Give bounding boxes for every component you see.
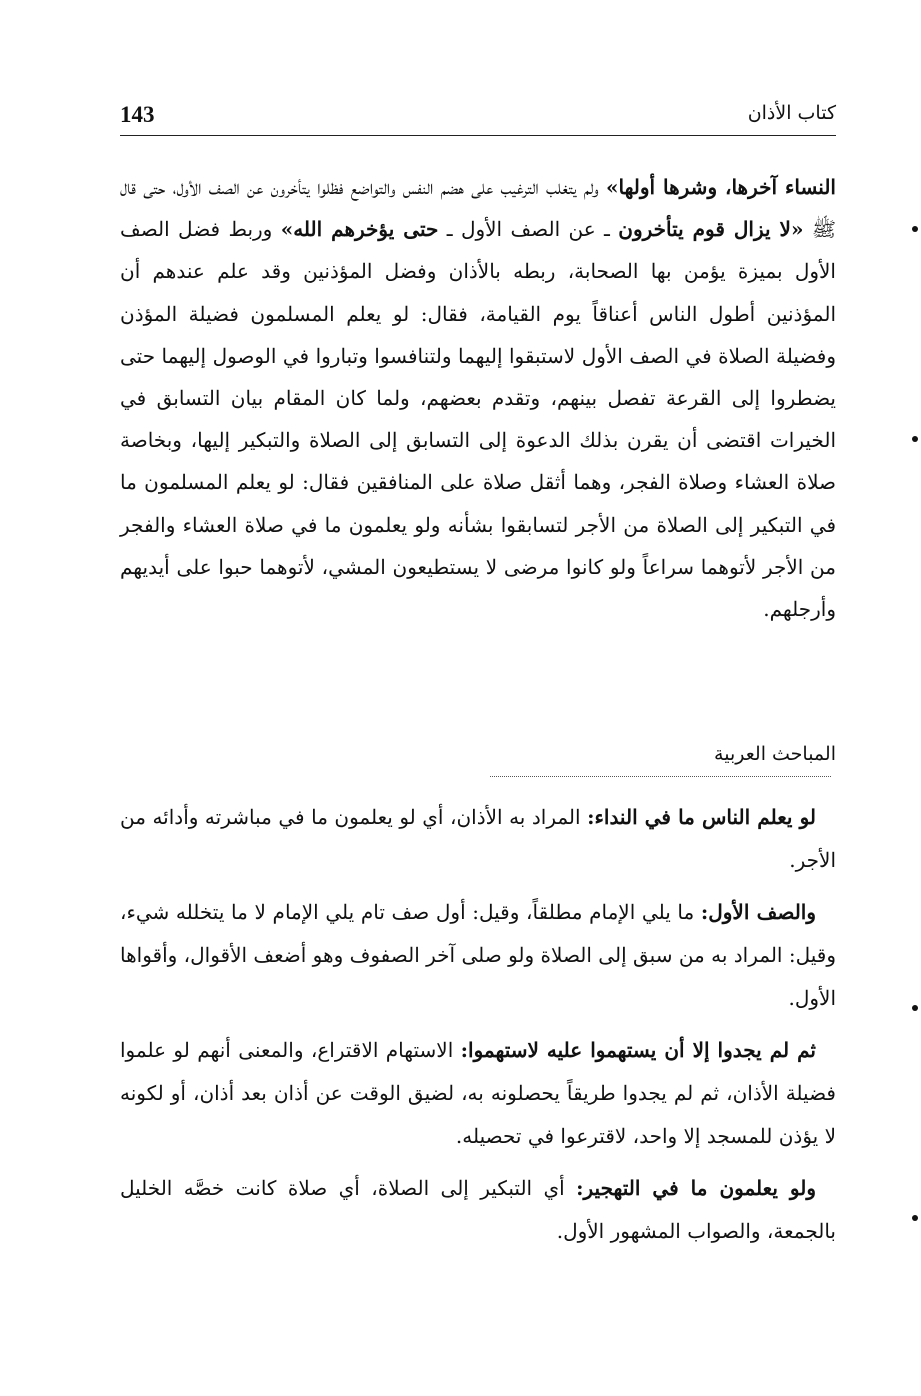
quote-hadith-2-end: حتى يؤخرهم الله»	[280, 217, 439, 242]
quote-hadith-2: «لا يزال قوم يتأخرون	[618, 217, 804, 242]
header-rule	[120, 135, 836, 136]
margin-dot-mark	[912, 1215, 918, 1221]
definition-item	[120, 1167, 836, 1253]
running-header	[120, 96, 836, 136]
margin-dot-mark	[912, 436, 918, 442]
quote-hadith-end: النساء آخرها، وشرها أولها»	[605, 175, 836, 199]
definition-item	[120, 1029, 836, 1158]
definitions-list	[120, 796, 836, 1262]
definition-item	[120, 796, 836, 882]
commentary-text-2: ـ عن الصف الأول ـ	[438, 217, 619, 242]
section-rule	[490, 776, 831, 777]
definition-text: الاستهام الاقتراع، والمعنى أنهم لو علموا فضيلة الأذان، ثم لم يجدوا طريقاً يحصلونه به، لضيق الوقت عن أذان بعد أذان، أو لكونه لا يؤذن للمسجد إلا واحد، لاقترعوا في تحصيله.	[120, 1038, 836, 1148]
commentary-text-1: ولم يتغلب الترغيب على هضم النفس والتواضع فظلوا يتأخرون عن الصف الأول، حتى قال ﷺ	[120, 175, 836, 242]
definition-text: ما يلي الإمام مطلقاً، وقيل: أول صف تام يلي الإمام لا ما يتخلله شيء، وقيل: المراد به من سبق إلى الصلاة ولو صلى آخر الصفوف وهو أضعف الأقوال، وأقواها الأول.	[120, 900, 836, 1010]
definition-text: أي التبكير إلى الصلاة، أي صلاة كانت خصَّه الخليل بالجمعة، والصواب المشهور الأول.	[120, 1176, 836, 1243]
definition-item	[120, 891, 836, 1020]
commentary-paragraph	[120, 166, 836, 630]
page-number: 143	[120, 102, 155, 127]
margin-dot-mark	[912, 1005, 918, 1011]
book-title: كتاب الأذان	[747, 102, 836, 124]
definition-text: المراد به الأذان، أي لو يعلمون ما في مباشرته وأدائه من الأجر.	[120, 805, 836, 872]
section-heading: المباحث العربية	[714, 743, 836, 765]
definition-term: ولو يعلمون ما في التهجير:	[576, 1176, 816, 1200]
definition-term: ثم لم يجدوا إلا أن يستهموا عليه لاستهموا:	[460, 1038, 816, 1062]
commentary-text-3: وربط فضل الصف الأول بميزة يؤمن بها الصحابة، ربطه بالأذان وفضل المؤذنين وقد علم عندهم أن المؤذنين أطول الناس أعناقاً يوم القيامة، فقال: لو يعلم المسلمون فضيلة المؤذن وفضيلة الصلاة في الصف الأول لاستبقوا إليهما ولتنافسوا وتباروا في الوصول إليهما حتى يضطروا إلى القرعة تفصل بينهم، وتقدم بعضهم، ولما كان المقام بيان التسابق في الخيرات اقتضى أن يقرن بذلك الدعوة إلى التسابق إلى الصلاة والتبكير إليها، وبخاصة صلاة العشاء وصلاة الفجر، وهما أثقل صلاة على المنافقين فقال: لو يعلم المسلمون ما في التبكير إلى الصلاة من الأجر لتسابقوا بشأنه ولو يعلمون ما في صلاة العشاء والفجر من الأجر لأتوهما سراعاً ولو كانوا مرضى لا يستطيعون المشي، لأتوهما حبوا على أيديهم وأرجلهم.	[120, 217, 836, 622]
definition-term: لو يعلم الناس ما في النداء:	[587, 805, 816, 829]
definition-term: والصف الأول:	[700, 900, 817, 924]
margin-dot-mark	[912, 226, 918, 232]
